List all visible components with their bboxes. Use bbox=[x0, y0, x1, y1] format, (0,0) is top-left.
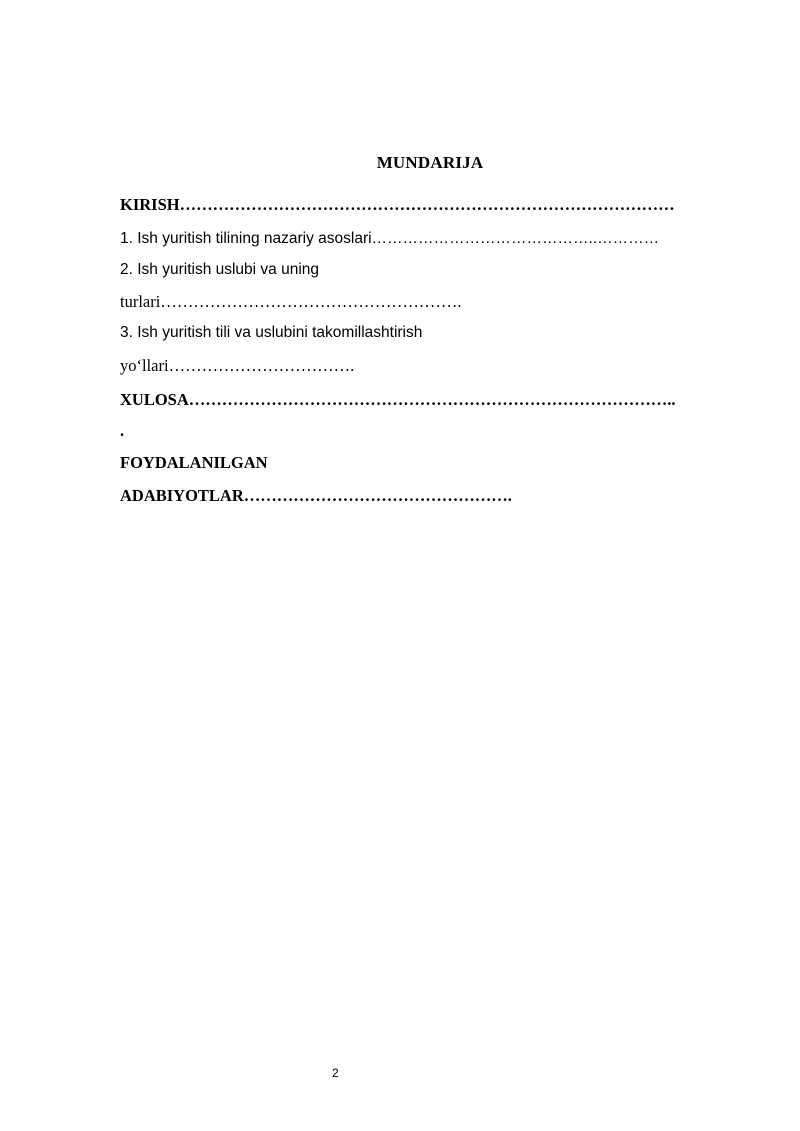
toc-entry-3-title: 3. Ish yuritish tili va uslubini takomillashtirish bbox=[120, 324, 423, 341]
toc-entry-kirish: KIRISH……………………………………………………………………………… bbox=[120, 195, 675, 214]
toc-entry-xulosa-continuation: . bbox=[120, 421, 125, 440]
toc-entry-adabiyotlar-title: FOYDALANILGAN bbox=[120, 453, 268, 472]
toc-entry-2-continuation: turlari………………………………………………. bbox=[120, 292, 462, 311]
toc-entry-3-continuation: yo‘llari……………………………. bbox=[120, 356, 355, 375]
page-title: MUNDARIJA bbox=[376, 153, 484, 172]
toc-entry-2-title: 2. Ish yuritish uslubi va uning bbox=[120, 261, 320, 278]
toc-entry-adabiyotlar-continuation: ADABIYOTLAR…………………………………………. bbox=[120, 486, 512, 505]
toc-entry-xulosa: XULOSA…………………………………………………………………………….. bbox=[120, 390, 676, 409]
page-number: 2 bbox=[332, 1066, 339, 1080]
toc-entry-1: 1. Ish yuritish tilining nazariy asoslari……………………………………..………… bbox=[120, 230, 660, 247]
